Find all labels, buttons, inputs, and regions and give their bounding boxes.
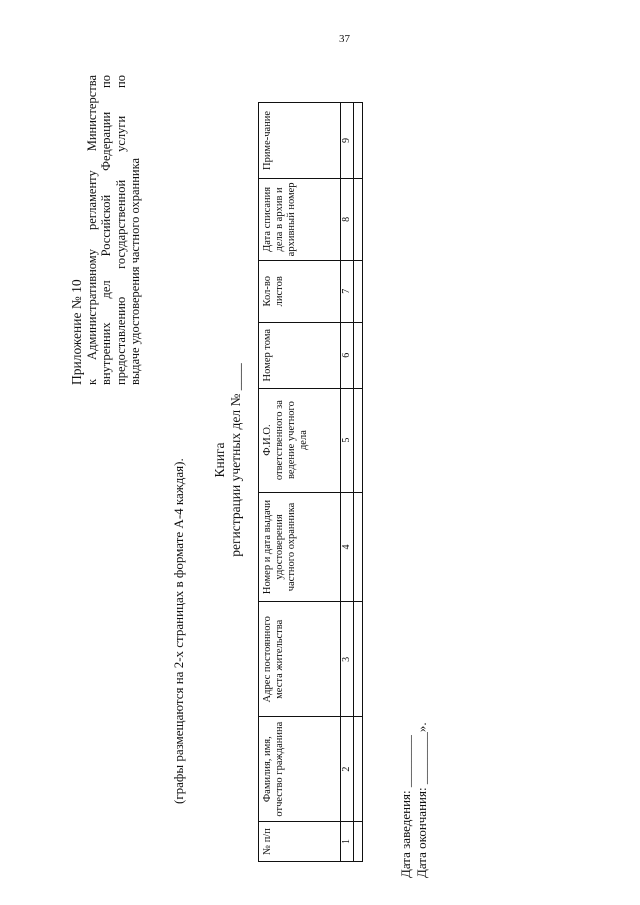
appendix-line-2: внутренних дел Российской Федерации по bbox=[99, 75, 114, 385]
appendix-line-1: к Административному регламенту Министерства bbox=[85, 75, 100, 385]
appendix-line-4: выдаче удостоверения частного охранника bbox=[127, 157, 142, 385]
column-number: 2 bbox=[341, 717, 354, 822]
header-cell: Приме-чание bbox=[259, 103, 341, 179]
empty-cell bbox=[354, 260, 363, 322]
empty-cell bbox=[354, 388, 363, 492]
book-title-block bbox=[212, 330, 244, 590]
header-cell: № п/п bbox=[259, 822, 341, 862]
appendix-line-3: предоставлению государственной услуги по bbox=[113, 75, 128, 385]
book-subtitle: регистрации учетных дел № ____ bbox=[228, 363, 243, 557]
book-title: Книга bbox=[212, 442, 227, 478]
header-cell: Фамилия, имя, отчество гражданина bbox=[259, 717, 341, 822]
column-number: 6 bbox=[341, 322, 354, 388]
page-number: 37 bbox=[339, 33, 350, 45]
header-cell: Кол-во листов bbox=[259, 260, 341, 322]
registration-table bbox=[258, 102, 363, 862]
header-cell: Адрес постоянного места жительства bbox=[259, 602, 341, 717]
empty-cell bbox=[354, 717, 363, 822]
column-number: 9 bbox=[341, 103, 354, 179]
header-cell: Номер тома bbox=[259, 322, 341, 388]
rotated-page-content bbox=[0, 10, 600, 890]
date-end: Дата окончания: ________». bbox=[414, 722, 429, 878]
empty-cell bbox=[354, 492, 363, 602]
column-number: 7 bbox=[341, 260, 354, 322]
header-cell: Дата списания дела в архив и архивный номер bbox=[259, 178, 341, 260]
table-empty-row bbox=[354, 103, 363, 862]
empty-cell bbox=[354, 103, 363, 179]
header-cell: Ф.И.О. ответственного за ведение учетного дела bbox=[259, 388, 341, 492]
empty-cell bbox=[354, 178, 363, 260]
column-number: 5 bbox=[341, 388, 354, 492]
empty-cell bbox=[354, 822, 363, 862]
appendix-title: Приложение № 10 bbox=[69, 279, 84, 385]
column-number: 3 bbox=[341, 602, 354, 717]
date-start: Дата заведения: ________ bbox=[398, 735, 413, 878]
format-note: (графы размещаются на 2-х страницах в формате А-4 каждая). bbox=[171, 458, 186, 804]
column-number: 1 bbox=[341, 822, 354, 862]
table-number-row bbox=[341, 103, 354, 862]
empty-cell bbox=[354, 322, 363, 388]
empty-cell bbox=[354, 602, 363, 717]
table-header-row bbox=[259, 103, 341, 862]
column-number: 8 bbox=[341, 178, 354, 260]
dates-block bbox=[398, 722, 430, 878]
header-cell: Номер и дата выдачи удостоверения частного охранника bbox=[259, 492, 341, 602]
appendix-header bbox=[70, 75, 142, 385]
column-number: 4 bbox=[341, 492, 354, 602]
